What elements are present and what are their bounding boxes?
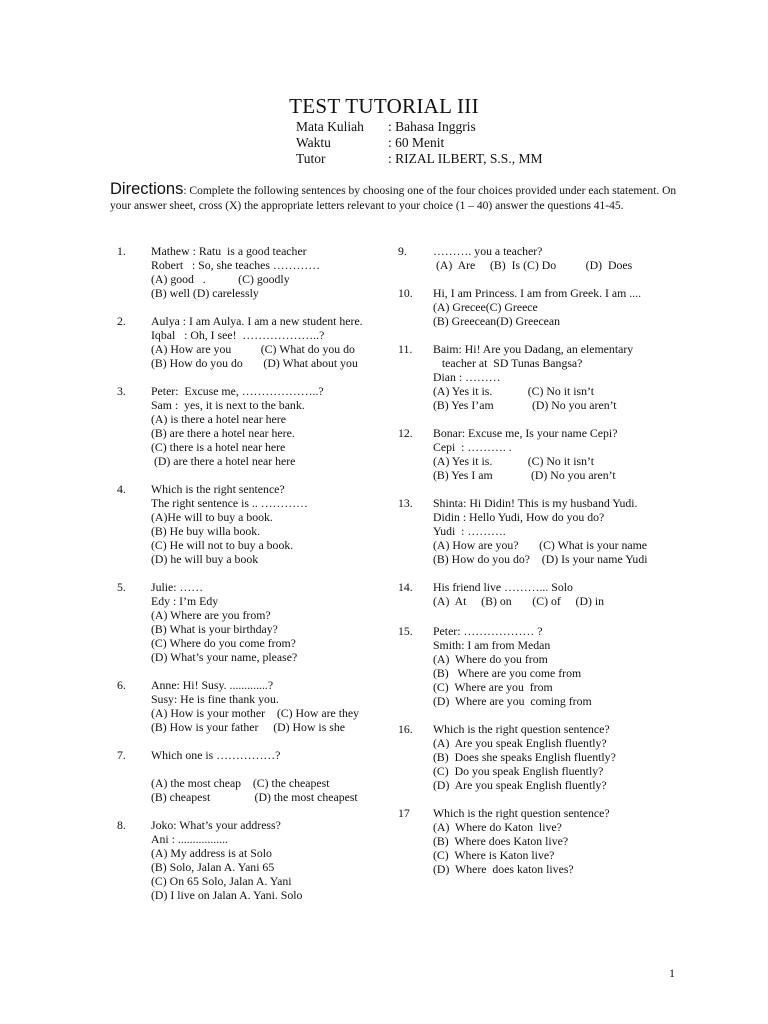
info-value: : Bahasa Inggris	[388, 119, 476, 134]
question-line: (B) Yes I’am (D) No you aren’t	[433, 398, 617, 413]
question-number: 17	[398, 806, 410, 820]
question-line: (D) I live on Jalan A. Yani. Solo	[151, 888, 303, 903]
info-row	[296, 119, 542, 135]
question-line: (C) He will not to buy a book.	[151, 538, 294, 553]
info-row	[296, 151, 542, 167]
question-line: Cepi : ………. .	[433, 440, 512, 455]
question-line: (A) Yes it is. (C) No it isn’t	[433, 454, 595, 469]
question-line: (A) Where do Katon live?	[433, 820, 562, 835]
question-number: 6.	[117, 678, 126, 692]
question-number: 1.	[117, 244, 126, 258]
info-value: : RIZAL ILBERT, S.S., MM	[388, 151, 543, 166]
question-line: (B) How is your father (D) How is she	[151, 720, 345, 735]
question-number: 13.	[398, 496, 413, 510]
question-line: (B) How do you do? (D) Is your name Yudi	[433, 552, 648, 567]
question-line: (A) Are you speak English fluently?	[433, 736, 607, 751]
question-number: 16.	[398, 722, 413, 736]
question-line: His friend live ………... Solo	[433, 580, 573, 594]
question-line: (B) Solo, Jalan A. Yani 65	[151, 860, 275, 875]
question-line: Joko: What’s your address?	[151, 818, 281, 832]
info-label: Waktu	[296, 135, 331, 150]
question-number: 5.	[117, 580, 126, 594]
directions-text: : Complete the following sentences by choosing one of the four choices provided under each statement. On your answer sheet, cross (X) the appropriate letters relevant to your choice (1 – 40) answer the questions 41-45.	[110, 185, 677, 212]
question-line: (D) he will buy a book	[151, 552, 259, 567]
question-line: (A) At (B) on (C) of (D) in	[433, 594, 605, 609]
question-line: Julie: ……	[151, 580, 204, 594]
question-number: 15.	[398, 624, 413, 638]
question-line: Which one is ……………?	[151, 748, 281, 762]
question-line: Hi, I am Princess. I am from Greek. I am ....	[433, 286, 642, 300]
question-line: Peter: Excuse me, ………………..?	[151, 384, 324, 398]
question-line: (D) Where does katon lives?	[433, 862, 574, 877]
question-line: Anne: Hi! Susy. .............?	[151, 678, 274, 692]
question-line: Peter: ……………… ?	[433, 624, 543, 638]
question-line: (C) On 65 Solo, Jalan A. Yani	[151, 874, 292, 889]
question-line: (A)He will to buy a book.	[151, 510, 273, 525]
question-line: (D) What’s your name, please?	[151, 650, 298, 665]
question-line: (D) Are you speak English fluently?	[433, 778, 607, 793]
question-line: (D) are there a hotel near here	[151, 454, 296, 469]
question-line: (A) Where do you from	[433, 652, 548, 667]
info-row	[296, 135, 542, 151]
question-line: Robert : So, she teaches …………	[151, 258, 321, 273]
question-line: (C) Where are you from	[433, 680, 553, 695]
question-line: (B) well (D) carelessly	[151, 286, 259, 301]
question-line: (A) How are you (C) What do you do	[151, 342, 355, 357]
question-line: (C) Where is Katon live?	[433, 848, 555, 863]
question-line: (A) My address is at Solo	[151, 846, 272, 861]
question-line: Dian : ………	[433, 370, 501, 385]
question-line: (B) How do you do (D) What about you	[151, 356, 358, 371]
question-line: Which is the right question sentence?	[433, 806, 610, 820]
question-line: (C) there is a hotel near here	[151, 440, 286, 455]
question-number: 7.	[117, 748, 126, 762]
question-line: (B) He buy willa book.	[151, 524, 261, 539]
question-line: Didin : Hello Yudi, How do you do?	[433, 510, 605, 525]
course-info	[296, 119, 542, 167]
question-line: (A) Where are you from?	[151, 608, 271, 623]
question-line: (B) are there a hotel near here.	[151, 426, 295, 441]
question-number: 11.	[398, 342, 413, 356]
question-line: Aulya : I am Aulya. I am a new student here.	[151, 314, 363, 328]
question-line: (C) Do you speak English fluently?	[433, 764, 604, 779]
question-line	[151, 762, 358, 776]
question-line: Sam : yes, it is next to the bank.	[151, 398, 305, 413]
question-line: (A) good . (C) goodly	[151, 272, 290, 287]
question-line: (A) Are (B) Is (C) Do (D) Does	[433, 258, 633, 273]
question-line: (B) Where does Katon live?	[433, 834, 569, 849]
question-line: The right sentence is .. …………	[151, 496, 308, 511]
question-line: Bonar: Excuse me, Is your name Cepi?	[433, 426, 618, 440]
question-line: (B) Does she speaks English fluently?	[433, 750, 616, 765]
question-number: 10.	[398, 286, 413, 300]
question-line: ………. you a teacher?	[433, 244, 543, 258]
question-line: Shinta: Hi Didin! This is my husband Yudi.	[433, 496, 638, 510]
question-line: (A) How is your mother (C) How are they	[151, 706, 360, 721]
question-line: Edy : I’m Edy	[151, 594, 219, 609]
info-label: Tutor	[296, 151, 326, 166]
question-line: (A) is there a hotel near here	[151, 412, 286, 427]
directions-heading: Directions	[110, 180, 184, 198]
page-title: TEST TUTORIAL III	[289, 94, 479, 118]
question-line: (A) How are you? (C) What is your name	[433, 538, 648, 553]
question-line: Baim: Hi! Are you Dadang, an elementary	[433, 342, 634, 356]
page-number: 1	[669, 966, 675, 980]
question-number: 12.	[398, 426, 413, 440]
question-line: (A) the most cheap (C) the cheapest	[151, 776, 330, 791]
directions	[110, 182, 680, 214]
question-line: (B) Yes I am (D) No you aren’t	[433, 468, 616, 483]
question-line: (A) Yes it is. (C) No it isn’t	[433, 384, 595, 399]
question-line: Susy: He is fine thank you.	[151, 692, 279, 707]
question-line: (A) Grecee(C) Greece	[433, 300, 538, 315]
question-line: Mathew : Ratu is a good teacher	[151, 244, 307, 258]
question-line: Which is the right question sentence?	[433, 722, 610, 736]
question-number: 8.	[117, 818, 126, 832]
question-line: Which is the right sentence?	[151, 482, 285, 496]
question-line: Ani : .................	[151, 832, 229, 847]
question-line: (B) cheapest (D) the most cheapest	[151, 790, 358, 805]
info-value: : 60 Menit	[388, 135, 445, 150]
question-line: (B) What is your birthday?	[151, 622, 278, 637]
question-line: teacher at SD Tunas Bangsa?	[433, 356, 583, 371]
question-line: (C) Where do you come from?	[151, 636, 296, 651]
question-line: (B) Where are you come from	[433, 666, 582, 681]
question-line: Iqbal : Oh, I see! ………………..?	[151, 328, 325, 343]
info-label: Mata Kuliah	[296, 119, 364, 134]
question-number: 9.	[398, 244, 407, 258]
question-number: 2.	[117, 314, 126, 328]
question-number: 14.	[398, 580, 413, 594]
question-line: Smith: I am from Medan	[433, 638, 551, 653]
question-number: 4.	[117, 482, 126, 496]
question-line: (B) Greecean(D) Greecean	[433, 314, 561, 329]
question-line: Yudi : ……….	[433, 524, 506, 539]
question-line: (D) Where are you coming from	[433, 694, 592, 709]
question-number: 3.	[117, 384, 126, 398]
